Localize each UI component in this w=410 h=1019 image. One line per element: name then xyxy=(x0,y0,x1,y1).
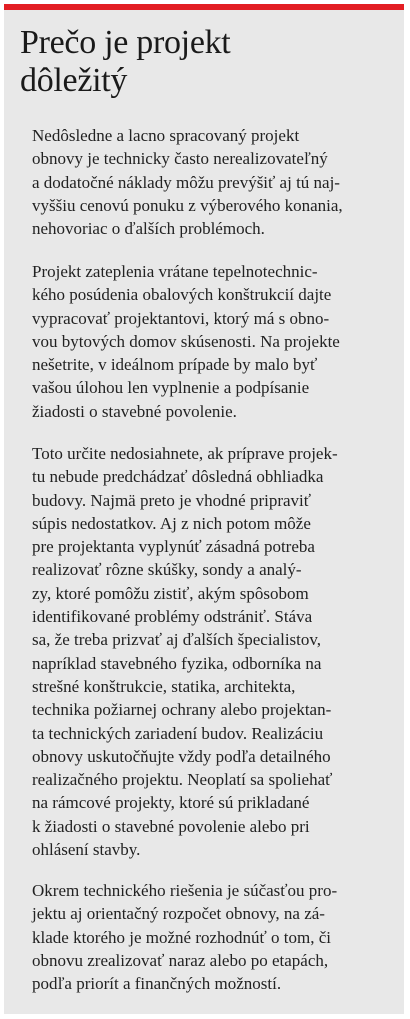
text-line: vašou úlohou len vyplnenie a podpísanie xyxy=(32,378,310,398)
text-line: žiadosti o stavebné povolenie. xyxy=(32,401,237,421)
text-line: zy, ktoré pomôžu zistiť, akým spôsobom xyxy=(32,583,309,603)
text-line: tu nebude predchádzať dôsledná obhliadka xyxy=(32,467,324,487)
text-line: obnovy uskutočňujte vždy podľa detailného xyxy=(32,746,331,766)
text-line: ta technických zariadení budov. Realizáciu xyxy=(32,723,324,743)
text-line: vyššiu cenovú ponuku z výberového konania, xyxy=(32,195,343,215)
text-line: nešetrite, v ideálnom prípade by malo byť xyxy=(32,355,318,375)
text-line: nehovoriac o ďalších problémoch. xyxy=(32,219,265,239)
text-line: klade ktorého je možné rozhodnúť o tom, či xyxy=(32,927,332,947)
text-line: realizovať rôzne skúšky, sondy a analý- xyxy=(32,560,302,580)
text-line: Nedôsledne a lacno spracovaný projekt xyxy=(32,126,300,145)
title-line: dôležitý xyxy=(20,62,128,99)
text-line: budovy. Najmä preto je vhodné pripraviť xyxy=(32,490,312,510)
text-line: ohlásení stavby. xyxy=(32,840,141,860)
text-line: obnovy je technicky často nerealizovateľný xyxy=(32,149,328,169)
text-line: vou bytových domov skúsenosti. Na projekte xyxy=(32,331,340,351)
text-line: na rámcové projekty, ktoré sú prikladané xyxy=(32,793,310,813)
text-line: technika požiarnej ochrany alebo projektan- xyxy=(32,700,332,720)
text-line: podľa priorít a finančných možností. xyxy=(32,974,282,994)
accent-bar xyxy=(4,4,404,10)
text-line: Projekt zateplenia vrátane tepelnotechnic- xyxy=(32,262,318,281)
text-line: identifikované problémy odstrániť. Stáva xyxy=(32,607,313,627)
paragraph-3 xyxy=(32,442,390,861)
text-line: kého posúdenia obalových konštrukcií dajte xyxy=(32,285,332,305)
text-line: sa, že treba prizvať aj ďalších špecialistov, xyxy=(32,630,322,650)
text-line: strešné konštrukcie, statika, architekta, xyxy=(32,676,296,696)
paragraph-2 xyxy=(32,260,390,423)
text-line: súpis nedostatkov. Aj z nich potom môže xyxy=(32,513,311,533)
paragraph-1 xyxy=(32,124,390,240)
text-line: Okrem technického riešenia je súčasťou pro- xyxy=(32,881,338,900)
text-line: a dodatočné náklady môžu prevýšiť aj tú naj- xyxy=(32,172,340,192)
text-line: pre projektanta vyplynúť zásadná potreba xyxy=(32,537,315,557)
text-line: k žiadosti o stavebné povolenie alebo pri xyxy=(32,816,310,836)
text-line: vypracovať projektantovi, ktorý má s obno- xyxy=(32,308,330,328)
sidebar-box xyxy=(4,4,404,1014)
title-line: Prečo je projekt xyxy=(20,24,231,61)
text-line: napríklad stavebného fyzika, odborníka na xyxy=(32,653,322,673)
text-line: Toto určite nedosiahnete, ak príprave projek- xyxy=(32,444,338,463)
text-line: obnovu zrealizovať naraz alebo po etapách, xyxy=(32,950,329,970)
text-line: jektu aj orientačný rozpočet obnovy, na zá- xyxy=(32,904,325,924)
box-title xyxy=(20,24,230,100)
text-line: realizačného projektu. Neoplatí sa spoliehať xyxy=(32,770,333,790)
paragraph-4 xyxy=(32,879,390,995)
